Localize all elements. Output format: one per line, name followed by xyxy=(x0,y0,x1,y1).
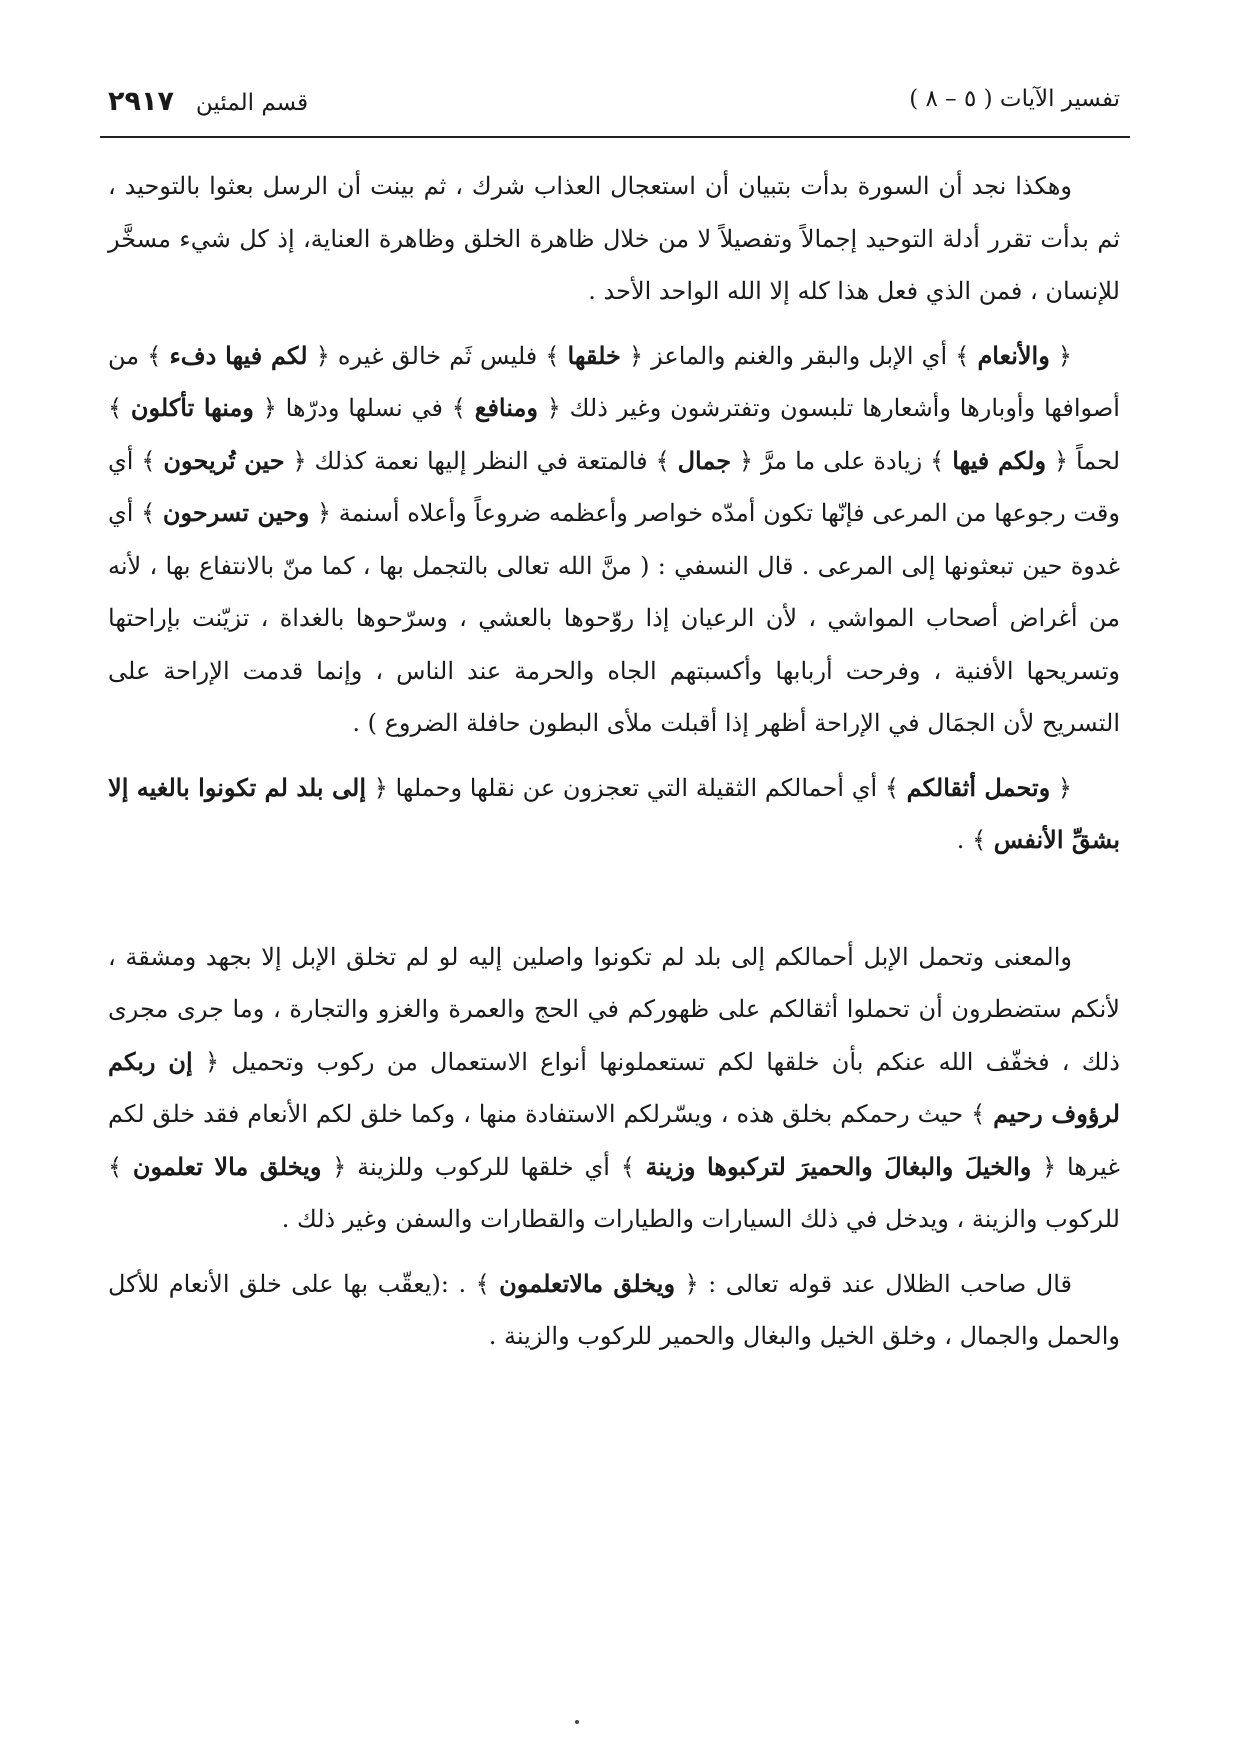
quran-quote: ومنافع xyxy=(474,393,538,422)
text-run: فالمتعة في النظر إليها نعمة كذلك xyxy=(306,446,656,475)
quote-bracket: ﴾ xyxy=(451,394,475,422)
quote-bracket: ﴾ xyxy=(972,826,994,854)
page-number: ٢٩١٧ xyxy=(108,86,174,117)
text-run: وهكذا نجد أن السورة بدأت بتبيان أن استعجال العذاب شرك ، ثم بينت أن الرسل بعثوا بالتوحيد ، ثم بدأت تقرر أدلة التوحيد إجمالاً وتفصيلاً لا من خلال ظاهرة الخلق وظاهرة العناية، إذ كل شيء مسخَّر للإنسان ، فمن الذي فعل هذا كله إلا الله الواحد الأحد . xyxy=(108,172,1120,305)
quote-bracket: ﴿ xyxy=(309,499,332,527)
quran-quote: ويخلق مالاتعلمون xyxy=(499,1268,676,1298)
quran-quote: ويخلق مالا تعلمون xyxy=(132,1151,322,1181)
quote-bracket: ﴾ xyxy=(141,446,164,475)
text-run: في نسلها ودرّها xyxy=(276,394,452,422)
quote-bracket: ﴾ xyxy=(141,499,163,527)
paragraph-zilal-quote xyxy=(108,1258,1120,1363)
paragraph-intro-summary xyxy=(108,160,1120,318)
text-run: أي خلقها للركوب وللزينة xyxy=(346,1152,621,1181)
quote-bracket: ﴿ xyxy=(253,394,277,422)
text-run: . :(يعقّب بها على خلق الأنعام للأكل والحمل والجمال ، وخلق الخيل والبغال والحمير للركوب والزينة . xyxy=(108,1269,1120,1350)
quote-bracket: ﴿ xyxy=(366,773,388,802)
quran-quote: ولكم فيها xyxy=(952,445,1047,475)
running-header xyxy=(108,86,1120,130)
quote-bracket: ﴿ xyxy=(1050,773,1072,802)
paragraph-livestock-verse xyxy=(108,330,1120,750)
text-run: . xyxy=(956,826,973,854)
quote-bracket: ﴾ xyxy=(884,773,907,802)
page-mark xyxy=(575,1720,579,1724)
header-divider xyxy=(100,136,1130,138)
text-run: حيث رحمكم بخلق هذه ، ويسّرلكم الاستفادة منها ، وكما خلق لكم الأنعام فقد خلق لكم غيرها xyxy=(108,1100,1120,1181)
text-run: والمعنى وتحمل الإبل أحمالكم إلى بلد لم تكونوا واصلين إليه لو لم تخلق الإبل إلا بجهد ومشقة ، لأنكم ستضطرون أن تحملوا أثقالكم على ظهوركم في الحج والعمرة والغزو والتجارة ، وما جرى مجرى ذلك ، فخفّف الله عنكم بأن خلقها لكم تستعملونها أنواع الاستعمال من ركوب وتحميل xyxy=(108,942,1120,1076)
quote-bracket: ﴿ xyxy=(731,446,754,475)
chapter-title: تفسير الآيات ( ٥ – ٨ ) xyxy=(909,86,1120,112)
text-run: لحماً xyxy=(1068,446,1121,475)
chapter-heading xyxy=(909,86,1120,112)
section-heading xyxy=(108,86,308,117)
text-run: زيادة على ما مرَّ xyxy=(753,446,931,475)
quran-quote: لكم فيها دفء xyxy=(169,340,308,370)
paragraph-meaning xyxy=(108,931,1120,1246)
text-run: قال صاحب الظلال عند قوله تعالى : xyxy=(698,1269,1072,1298)
quran-quote: جمال xyxy=(677,445,732,475)
quote-bracket: ﴾ xyxy=(147,341,170,370)
quote-bracket: ﴿ xyxy=(675,1269,699,1298)
quote-bracket: ﴿ xyxy=(1049,341,1072,370)
quote-bracket: ﴿ xyxy=(284,446,307,475)
paragraph-burdens-verse xyxy=(108,762,1120,867)
quran-quote: حين تُريحون xyxy=(163,445,285,475)
quote-bracket: ﴿ xyxy=(321,1152,347,1181)
quote-bracket: ﴾ xyxy=(108,394,131,422)
quote-bracket: ﴾ xyxy=(955,341,978,370)
quote-bracket: ﴾ xyxy=(971,1100,994,1128)
text-run: أي أحمالكم الثقيلة التي تعجزون عن نقلها وحملها xyxy=(387,773,885,802)
quote-bracket: ﴾ xyxy=(620,1152,646,1181)
text-run: فليس ثَم خالق غيره xyxy=(329,341,546,370)
text-run: للركوب والزينة ، ويدخل في ذلك السيارات والطيارات والقطارات والسفن وغير ذلك . xyxy=(281,1205,1120,1233)
text-run: أي غدوة حين تبعثونها إلى المرعى . قال النسفي : ( منَّ الله تعالى بالتجمل بها ، كما منّ بالانتفاع بها ، لأنه من أغراض أصحاب المواشي ، لأن الرعيان إذا روّحوها بالعشي ، وسرّحوها بالغداة ، تزيّنت بإراحتها وتسريحها الأفنية ، وفرحت أربابها وأكسبتهم الجاه والحرمة عند الناس ، وإنما قدمت الإراحة على التسريح لأن الجمَال في الإراحة أظهر إذا أقبلت ملأى البطون حافلة الضروع ) . xyxy=(108,499,1121,737)
quran-quote: ومنها تأكلون xyxy=(130,393,254,422)
quote-bracket: ﴾ xyxy=(545,341,568,370)
quote-bracket: ﴿ xyxy=(307,341,330,370)
quote-bracket: ﴿ xyxy=(1031,1152,1057,1181)
quran-quote: وحين تسرحون xyxy=(162,498,310,527)
quran-quote: خلقها xyxy=(567,340,621,370)
quote-bracket: ﴾ xyxy=(655,446,678,475)
text-run: أي وقت رجوعها من المرعى فإنّها تكون أمدّه خواصر وأعظمه ضروعاً وأعلاه أسنمة xyxy=(108,446,1120,527)
quote-bracket: ﴾ xyxy=(108,1152,133,1181)
quote-bracket: ﴿ xyxy=(537,394,561,422)
quote-bracket: ﴿ xyxy=(620,341,644,370)
quran-quote: والأنعام xyxy=(977,340,1050,370)
quran-quote: وتحمل أثقالكم xyxy=(906,772,1051,802)
text-run: من أصوافها وأوبارها وأشعارها تلبسون وتفترشون وغير ذلك xyxy=(108,341,1120,422)
quran-quote: إن ربكم لرؤوف رحيم xyxy=(108,1046,1120,1128)
quran-quote: والخيلَ والبغالَ والحميرَ لتركبوها وزينة xyxy=(645,1151,1032,1181)
quote-bracket: ﴿ xyxy=(1046,446,1069,475)
quote-bracket: ﴿ xyxy=(192,1047,220,1076)
section-title: قسم المئين xyxy=(195,90,309,116)
quote-bracket: ﴾ xyxy=(930,446,953,475)
body-text xyxy=(108,160,1120,1363)
quote-bracket: ﴾ xyxy=(475,1269,500,1298)
quran-quote: إلى بلد لم تكونوا بالغيه إلا بشقِّ الأنفس xyxy=(108,772,1120,854)
text-run: أي الإبل والبقر والغنم والماعز xyxy=(643,341,956,370)
